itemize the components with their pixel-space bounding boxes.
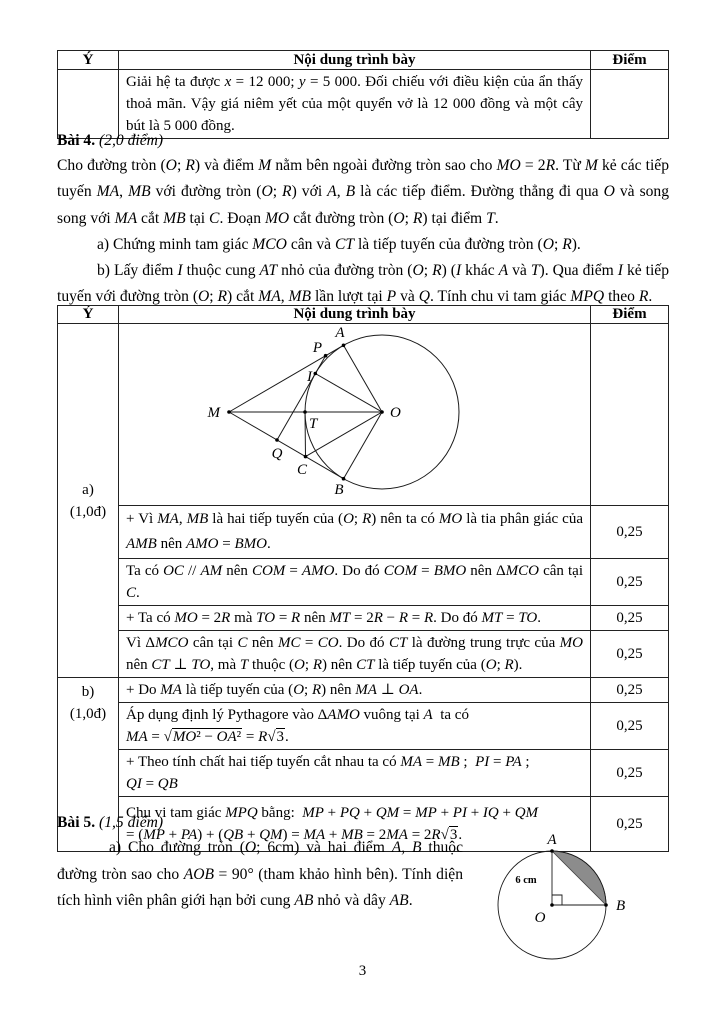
segment-CT — [305, 412, 306, 457]
label-P: P — [312, 340, 322, 356]
bai4-section — [57, 129, 669, 311]
segment-IO — [315, 374, 382, 413]
part-a-label: a) — [82, 481, 94, 498]
table1-header-score: Điểm — [591, 51, 669, 70]
label-B: B — [616, 898, 626, 914]
bai4-title: Bài 4. — [57, 132, 96, 149]
bai4-geometry-figure — [167, 325, 542, 497]
label-A: A — [547, 832, 557, 848]
bai4-part-b: b) Lấy điểm I thuộc cung AT nhỏ của đường tròn (O; R) (I khác A và T). Qua điểm I kẻ tiếp tuyến với đường tròn (O; R) cắt MA, MB lần lượt tại P và Q. Tính chu vi tam giác MPQ theo R. — [57, 262, 670, 306]
part-b-points: (1,0đ) — [69, 706, 107, 722]
label-B: B — [334, 482, 344, 497]
solution-text: Áp dụng định lý Pythagore vào ΔAMO vuông tại A ta có MA = √MO² − OA² = R√3. — [119, 703, 591, 750]
bai4-heading — [57, 129, 669, 153]
figure-row — [58, 324, 669, 506]
score-cell: 0,25 — [591, 750, 669, 797]
solution-row — [58, 506, 669, 559]
page-number: 3 — [358, 963, 367, 979]
geometry-figure-cell — [119, 324, 591, 506]
label-Q: Q — [271, 446, 283, 462]
shaded-segment — [552, 851, 606, 905]
part-a-label-cell — [58, 324, 119, 678]
solution-row — [58, 678, 669, 703]
score-cell: 0,25 — [591, 797, 669, 852]
bai5-title: Bài 5. — [57, 814, 96, 831]
table-bai4-solution — [57, 305, 669, 852]
score-cell: 0,25 — [591, 631, 669, 678]
right-angle-mark — [552, 895, 562, 905]
solution-text: Chu vi tam giác MPQ bằng: MP + PQ + QM = MP + PI + IQ + QM = (MP + PA) + (QB + QM) = MA + MB = 2MA = 2R√3. — [119, 797, 591, 852]
label-I: I — [307, 369, 312, 385]
solution-text: Ta có OC // AM nên COM = AMO. Do đó COM = BMO nên ΔMCO cân tại C. — [119, 559, 591, 606]
segment-OA — [344, 345, 383, 412]
label-T: T — [309, 416, 318, 432]
label-C: C — [296, 462, 308, 478]
table1-header-y: Ý — [58, 51, 119, 70]
table2-header-content: Nội dung trình bày — [119, 306, 591, 324]
table-bai3-solution — [57, 50, 669, 139]
score-cell: 0,25 — [591, 506, 669, 559]
bai5-section — [57, 813, 669, 973]
table1-header-row — [58, 51, 669, 70]
solution-row — [58, 559, 669, 606]
bai4-part-a: a) Chứng minh tam giác MCO cân và CT là tiếp tuyến của đường tròn (O; R). — [97, 235, 581, 253]
score-cell: 0,25 — [591, 703, 669, 750]
solution-text: Vì ΔMCO cân tại C nên MC = CO. Do đó CT là đường trung trực của MO nên CT ⊥ TO, mà T thuộc (O; R) nên CT là tiếp tuyến của (O; R). — [119, 631, 591, 678]
bai5-points: (1,5 điểm) — [99, 814, 164, 831]
solution-row — [58, 631, 669, 678]
solution-row — [58, 703, 669, 750]
segment-OB — [344, 412, 383, 479]
figure-score-cell — [591, 324, 669, 506]
radius-length-label: 6 cm — [515, 875, 537, 886]
solution-row — [58, 750, 669, 797]
bai4-points: (2,0 điểm) — [99, 132, 164, 149]
label-O: O — [534, 910, 546, 926]
table2-header-score: Điểm — [591, 306, 669, 324]
bai5-statement: a) Cho đường tròn (O; 6cm) và hai điểm A, B thuộc đường tròn sao cho AOB = 90° (tham khảo hình bên). Tính diện tích hình viên phân giới hạn bởi cung AB nhỏ và dây AB. — [57, 839, 464, 909]
solution-text: + Vì MA, MB là hai tiếp tuyến của (O; R) nên ta có MO là tia phân giác của AMB nên AMO = BMO. — [119, 506, 591, 559]
table2-header-y: Ý — [58, 306, 119, 324]
part-a-points: (1,0đ) — [69, 503, 107, 520]
score-cell: 0,25 — [591, 559, 669, 606]
solution-text: + Theo tính chất hai tiếp tuyến cắt nhau ta có MA = MB ; PI = PA ; QI = QB — [119, 750, 591, 797]
label-A: A — [335, 325, 345, 341]
tangent-PQ — [277, 356, 326, 440]
bai4-statement: Cho đường tròn (O; R) và điểm M nằm bên ngoài đường tròn sao cho MO = 2R. Từ M kẻ các tiếp tuyến MA, MB với đường tròn (O; R) với A, B là các tiếp điểm. Đường thẳng đi qua O và song song với MA cắt MB tại C. Đoạn MO cắt đường tròn (O; R) tại điểm T. — [57, 157, 670, 227]
part-b-label: b) — [81, 684, 95, 700]
label-M: M — [207, 405, 220, 421]
score-cell: 0,25 — [591, 606, 669, 631]
solution-row — [58, 606, 669, 631]
table1-content-cell: Giải hệ ta được x = 12 000; y = 5 000. Đối chiếu với điều kiện của ẩn thấy thoả mãn. Vậy giá niêm yết của một quyển vở là 12 000 đồng và một cây bút là 5 000 đồng. — [119, 70, 591, 139]
label-O: O — [390, 405, 401, 421]
bai5-circle-figure — [470, 820, 655, 970]
table2-header-row — [58, 306, 669, 324]
segment-MB — [229, 412, 344, 479]
solution-text: + Do MA là tiếp tuyến của (O; R) nên MA ⊥ OA. — [119, 678, 591, 703]
solution-text: + Ta có MO = 2R mà TO = R nên MT = 2R − R = R. Do đó MT = TO. — [119, 606, 591, 631]
score-cell: 0,25 — [591, 678, 669, 703]
table1-header-content: Nội dung trình bày — [119, 51, 591, 70]
